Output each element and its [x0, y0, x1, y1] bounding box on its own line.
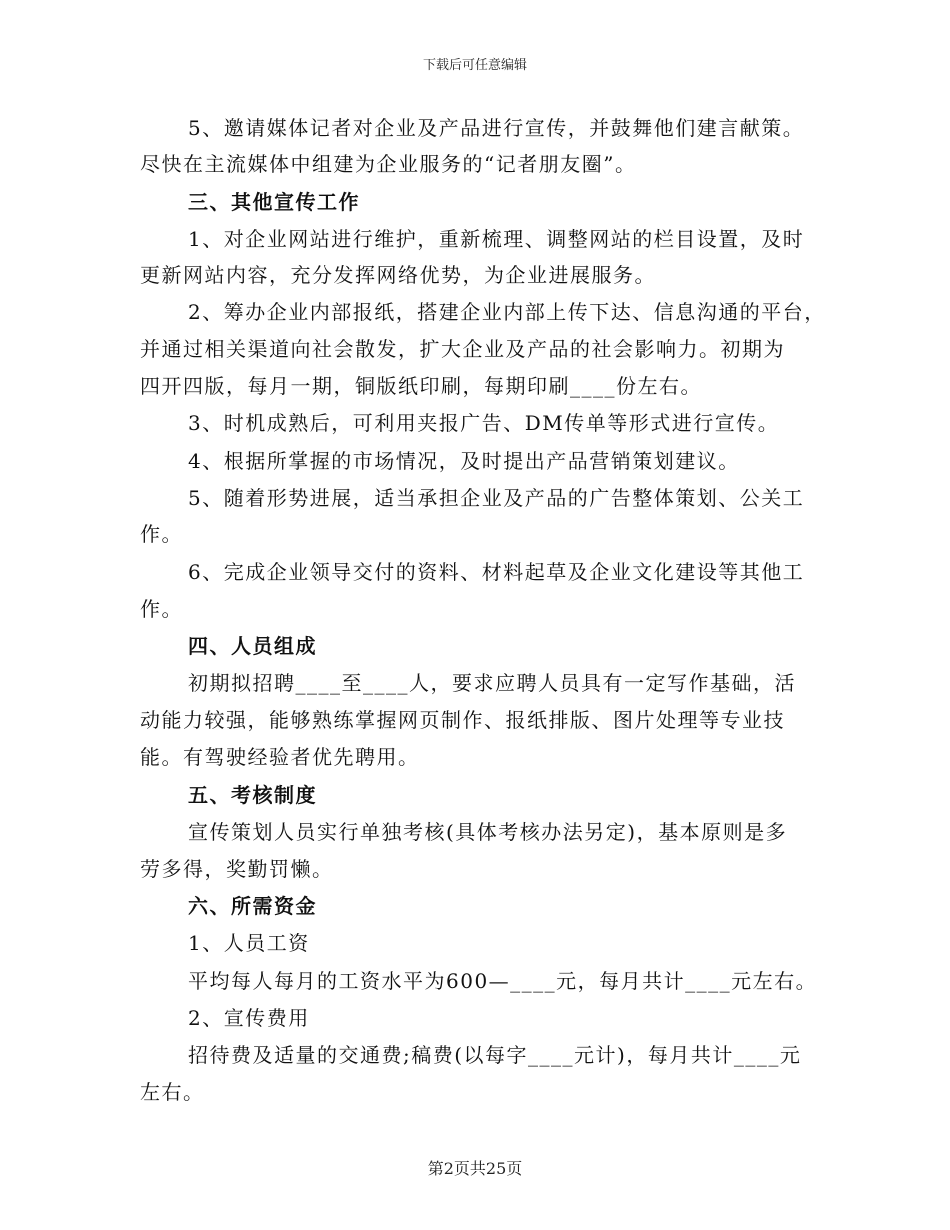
- paragraph-line: 作。: [140, 522, 183, 546]
- paragraph-line: 作。: [140, 597, 183, 621]
- paragraph-line: 招待费及适量的交通费;稿费(以每字____元计)，每月共计____元: [188, 1043, 802, 1067]
- paragraph-line: 平均每人每月的工资水平为600—____元，每月共计____元左右。: [188, 969, 818, 993]
- page-header: 下载后可任意编辑: [422, 58, 527, 73]
- section-heading: 三、其他宣传工作: [188, 190, 360, 214]
- paragraph-line: 1、对企业网站进行维护，重新梳理、调整网站的栏目设置，及时: [188, 227, 805, 251]
- paragraph-line: 6、完成企业领导交付的资料、材料起草及企业文化建设等其他工: [188, 560, 805, 584]
- paragraph-line: 5、随着形势进展，适当承担企业及产品的广告整体策划、公关工: [188, 486, 805, 510]
- section-heading: 五、考核制度: [188, 783, 317, 807]
- paragraph-line: 左右。: [140, 1080, 205, 1104]
- paragraph-line: 劳多得，奖勤罚懒。: [140, 857, 334, 881]
- paragraph-line: 尽快在主流媒体中组建为企业服务的“记者朋友圈”。: [140, 152, 637, 176]
- paragraph-line: 动能力较强，能够熟练掌握网页制作、报纸排版、图片处理等专业技: [140, 708, 785, 732]
- paragraph-line: 四开四版，每月一期，铜版纸印刷，每期印刷____份左右。: [140, 374, 702, 398]
- section-heading: 六、所需资金: [188, 894, 317, 918]
- paragraph-line: 2、宣传费用: [188, 1006, 310, 1030]
- paragraph-line: 宣传策划人员实行单独考核(具体考核办法另定)，基本原则是多: [188, 820, 788, 844]
- paragraph-line: 2、筹办企业内部报纸，搭建企业内部上传下达、信息沟通的平台，: [188, 300, 826, 324]
- paragraph-line: 并通过相关渠道向社会散发，扩大企业及产品的社会影响力。初期为: [140, 337, 785, 361]
- paragraph-line: 1、人员工资: [188, 931, 310, 955]
- paragraph-line: 4、根据所掌握的市场情况，及时提出产品营销策划建议。: [188, 449, 740, 473]
- paragraph-line: 更新网站内容，充分发挥网络优势，为企业进展服务。: [140, 263, 656, 287]
- paragraph-line: 5、邀请媒体记者对企业及产品进行宣传，并鼓舞他们建言献策。: [188, 116, 805, 140]
- paragraph-line: 初期拟招聘____至____人，要求应聘人员具有一定写作基础，活: [188, 671, 796, 695]
- paragraph-line: 能。有驾驶经验者优先聘用。: [140, 745, 420, 769]
- paragraph-line: 3、时机成熟后，可利用夹报广告、DM传单等形式进行宣传。: [188, 411, 780, 435]
- section-heading: 四、人员组成: [188, 634, 317, 658]
- page-footer: 第2页共25页: [427, 1159, 523, 1178]
